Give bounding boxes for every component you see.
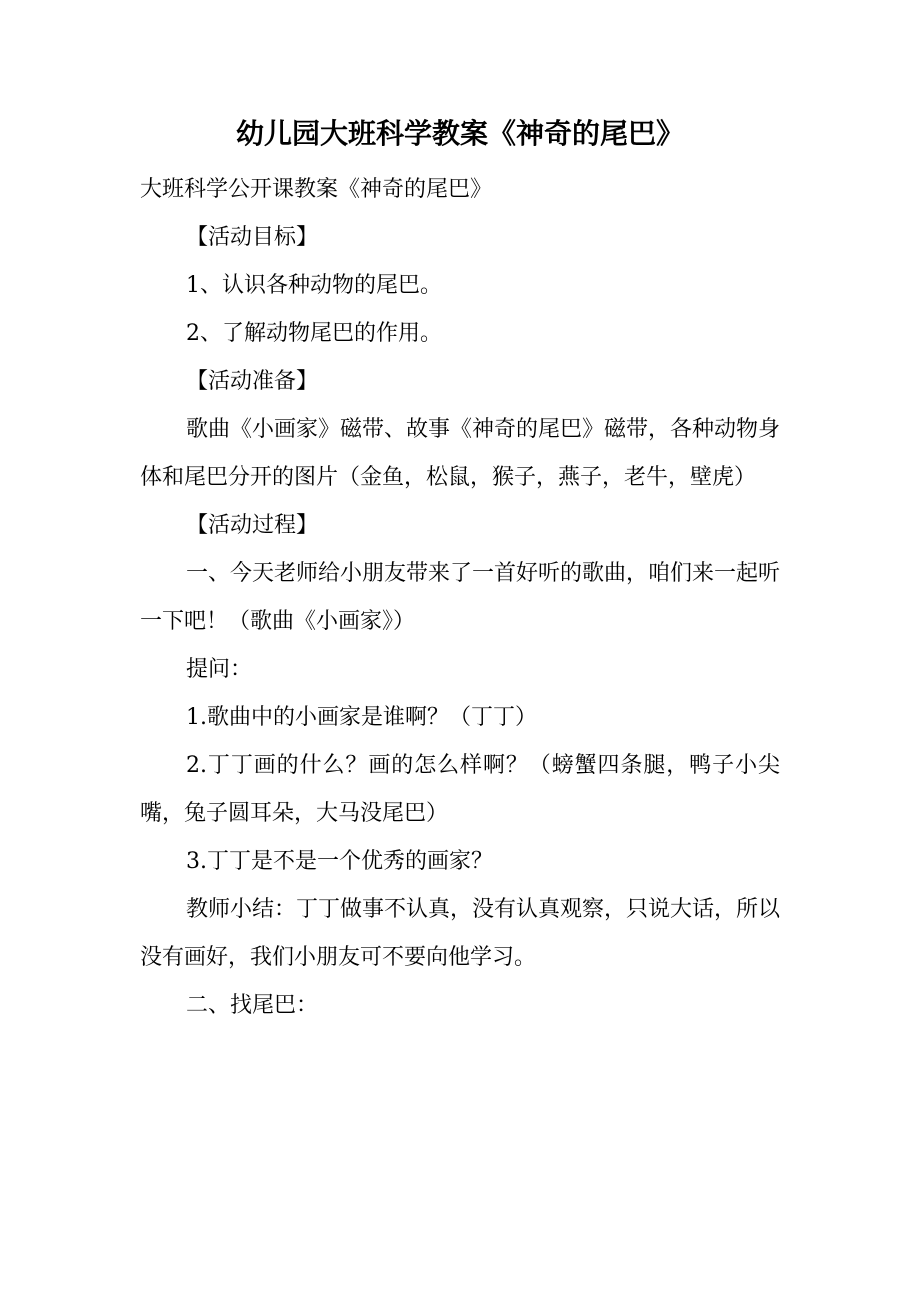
document-title: 幼儿园大班科学教案《神奇的尾巴》 <box>235 117 684 150</box>
process-step-2: 二、找尾巴： <box>186 993 319 1018</box>
section-heading-goals: 【活动目标】 <box>186 225 319 250</box>
goal-item-2: 2、了解动物尾巴的作用。 <box>186 321 442 346</box>
subtitle-paragraph: 大班科学公开课教案《神奇的尾巴》 <box>140 177 493 202</box>
question-item-2: 2.丁丁画的什么？画的怎么样啊？（螃蟹四条腿，鸭子小尖嘴，兔子圆耳朵，大马没尾巴） <box>140 753 780 826</box>
document-body <box>140 166 780 1030</box>
section-heading-process: 【活动过程】 <box>186 513 319 538</box>
section-heading-preparation: 【活动准备】 <box>186 369 319 394</box>
question-item-1: 1.歌曲中的小画家是谁啊？（丁丁） <box>186 705 537 730</box>
goal-item-1: 1、认识各种动物的尾巴。 <box>186 273 442 298</box>
question-item-3: 3.丁丁是不是一个优秀的画家？ <box>186 849 493 874</box>
questions-label: 提问： <box>186 657 253 682</box>
process-step-1: 一、今天老师给小朋友带来了一首好听的歌曲，咱们来一起听一下吧！（歌曲《小画家》） <box>140 561 781 634</box>
teacher-summary-paragraph: 教师小结：丁丁做事不认真，没有认真观察，只说大话，所以没有画好，我们小朋友可不要向他学习。 <box>140 897 781 970</box>
preparation-paragraph: 歌曲《小画家》磁带、故事《神奇的尾巴》磁带，各种动物身体和尾巴分开的图片（金鱼，松鼠，猴子，燕子，老牛，壁虎） <box>140 417 781 490</box>
